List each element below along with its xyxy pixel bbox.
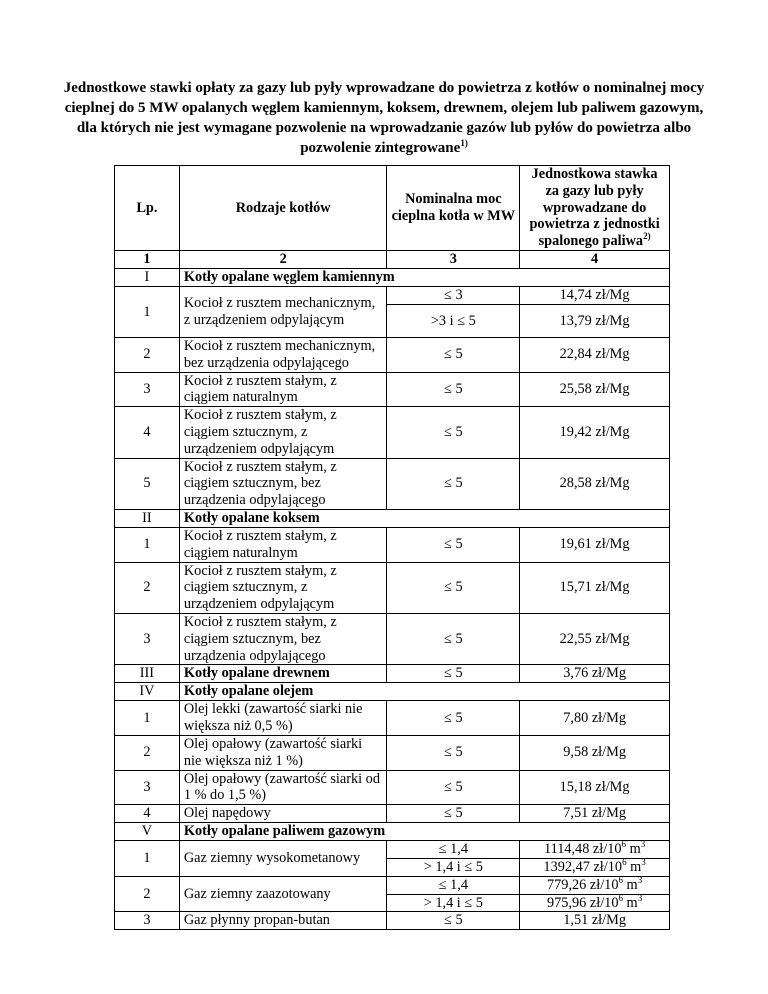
table-row: 1 Kocioł z rusztem stałym, z ciągiem naturalnym ≤ 5 19,61 zł/Mg — [115, 527, 670, 562]
header-unit-rate: Jednostkowa stawka za gazy lub pyły wprowadzane do powietrza z jednostki spalonego paliwa$^{2)}$ — [520, 166, 670, 251]
table-row: 2 Olej opałowy (zawartość siarki nie większa niż 1 %) ≤ 5 9,58 zł/Mg — [115, 735, 670, 770]
column-number-row: 1 2 3 4 — [115, 251, 670, 269]
table-row: 3 Kocioł z rusztem stałym, z ciągiem naturalnym ≤ 5 25,58 zł/Mg — [115, 372, 670, 407]
header-lp: Lp. — [115, 166, 180, 251]
table-row: 3 Kocioł z rusztem stałym, z ciągiem sztucznym, bez urządzenia odpylającego ≤ 5 22,55 zł/Mg — [115, 613, 670, 664]
table-row: 3 Olej opałowy (zawartość siarki od 1 % do 1,5 %) ≤ 5 15,18 zł/Mg — [115, 770, 670, 805]
title-footnote: 1) — [460, 138, 468, 148]
document-title: Jednostkowe stawki opłaty za gazy lub pyły wprowadzane do powietrza z kotłów o nominalnej mocy cieplnej do 5 MW opalanych węglem kamiennym, koksem, drewnem, olejem lub paliwem gazowym, dla których nie jest wymagane pozwolenie na wprowadzanie gazów lub pyłów do powietrza albo pozwolenie zintegrowane$^{1)}$ — [63, 80, 705, 156]
header-row — [115, 166, 670, 251]
table-row: 2 Gaz ziemny zaazotowany ≤ 1,4 779,26 $zł/10^6$ $m^3$ — [115, 876, 670, 894]
rates-table — [114, 165, 670, 930]
header-boiler-type: Rodzaje kotłów — [179, 166, 387, 251]
table-row: 2 Kocioł z rusztem stałym, z ciągiem sztucznym, z urządzeniem odpylającym ≤ 5 15,71 zł/Mg — [115, 562, 670, 613]
section-row-coke: II Kotły opalane koksem — [115, 509, 670, 527]
header-nominal-power: Nominalna moc cieplna kotła w MW — [387, 166, 520, 251]
table-row: > 1,4 i ≤ 5 975,96 $zł/10^6$ $m^3$ — [115, 894, 670, 912]
table-row: 5 Kocioł z rusztem stałym, z ciągiem sztucznym, bez urządzenia odpylającego ≤ 5 28,58 zł/Mg — [115, 458, 670, 509]
table-row: 4 Olej napędowy ≤ 5 7,51 zł/Mg — [115, 805, 670, 823]
table-row: 3 Gaz płynny propan-butan ≤ 5 1,51 zł/Mg — [115, 912, 670, 930]
section-row-gas: V Kotły opalane paliwem gazowym — [115, 823, 670, 841]
table-row: 2 Kocioł z rusztem mechanicznym, bez urządzenia odpylającego ≤ 5 22,84 zł/Mg — [115, 338, 670, 373]
section-row-oil: IV Kotły opalane olejem — [115, 683, 670, 701]
table-row: 4 Kocioł z rusztem stałym, z ciągiem sztucznym, z urządzeniem odpylającym ≤ 5 19,42 zł/Mg — [115, 407, 670, 458]
table-row: > 1,4 i ≤ 5 1392,47 $zł/10^6$ $m^3$ — [115, 858, 670, 876]
table-row: 1 Olej lekki (zawartość siarki nie większa niż 0,5 %) ≤ 5 7,80 zł/Mg — [115, 701, 670, 736]
table-row: 1 Gaz ziemny wysokometanowy ≤ 1,4 1114,48 $zł/10^6$ $m^3$ — [115, 841, 670, 859]
section-row-coal: I Kotły opalane węglem kamiennym — [115, 269, 670, 287]
table-row: 1 Kocioł z rusztem mechanicznym, z urządzeniem odpylającym ≤ 3 14,74 zł/Mg — [115, 287, 670, 305]
section-row-wood: III Kotły opalane drewnem ≤ 5 3,76 zł/Mg — [115, 665, 670, 683]
table-row: >3 i ≤ 5 13,79 zł/Mg — [115, 305, 670, 338]
